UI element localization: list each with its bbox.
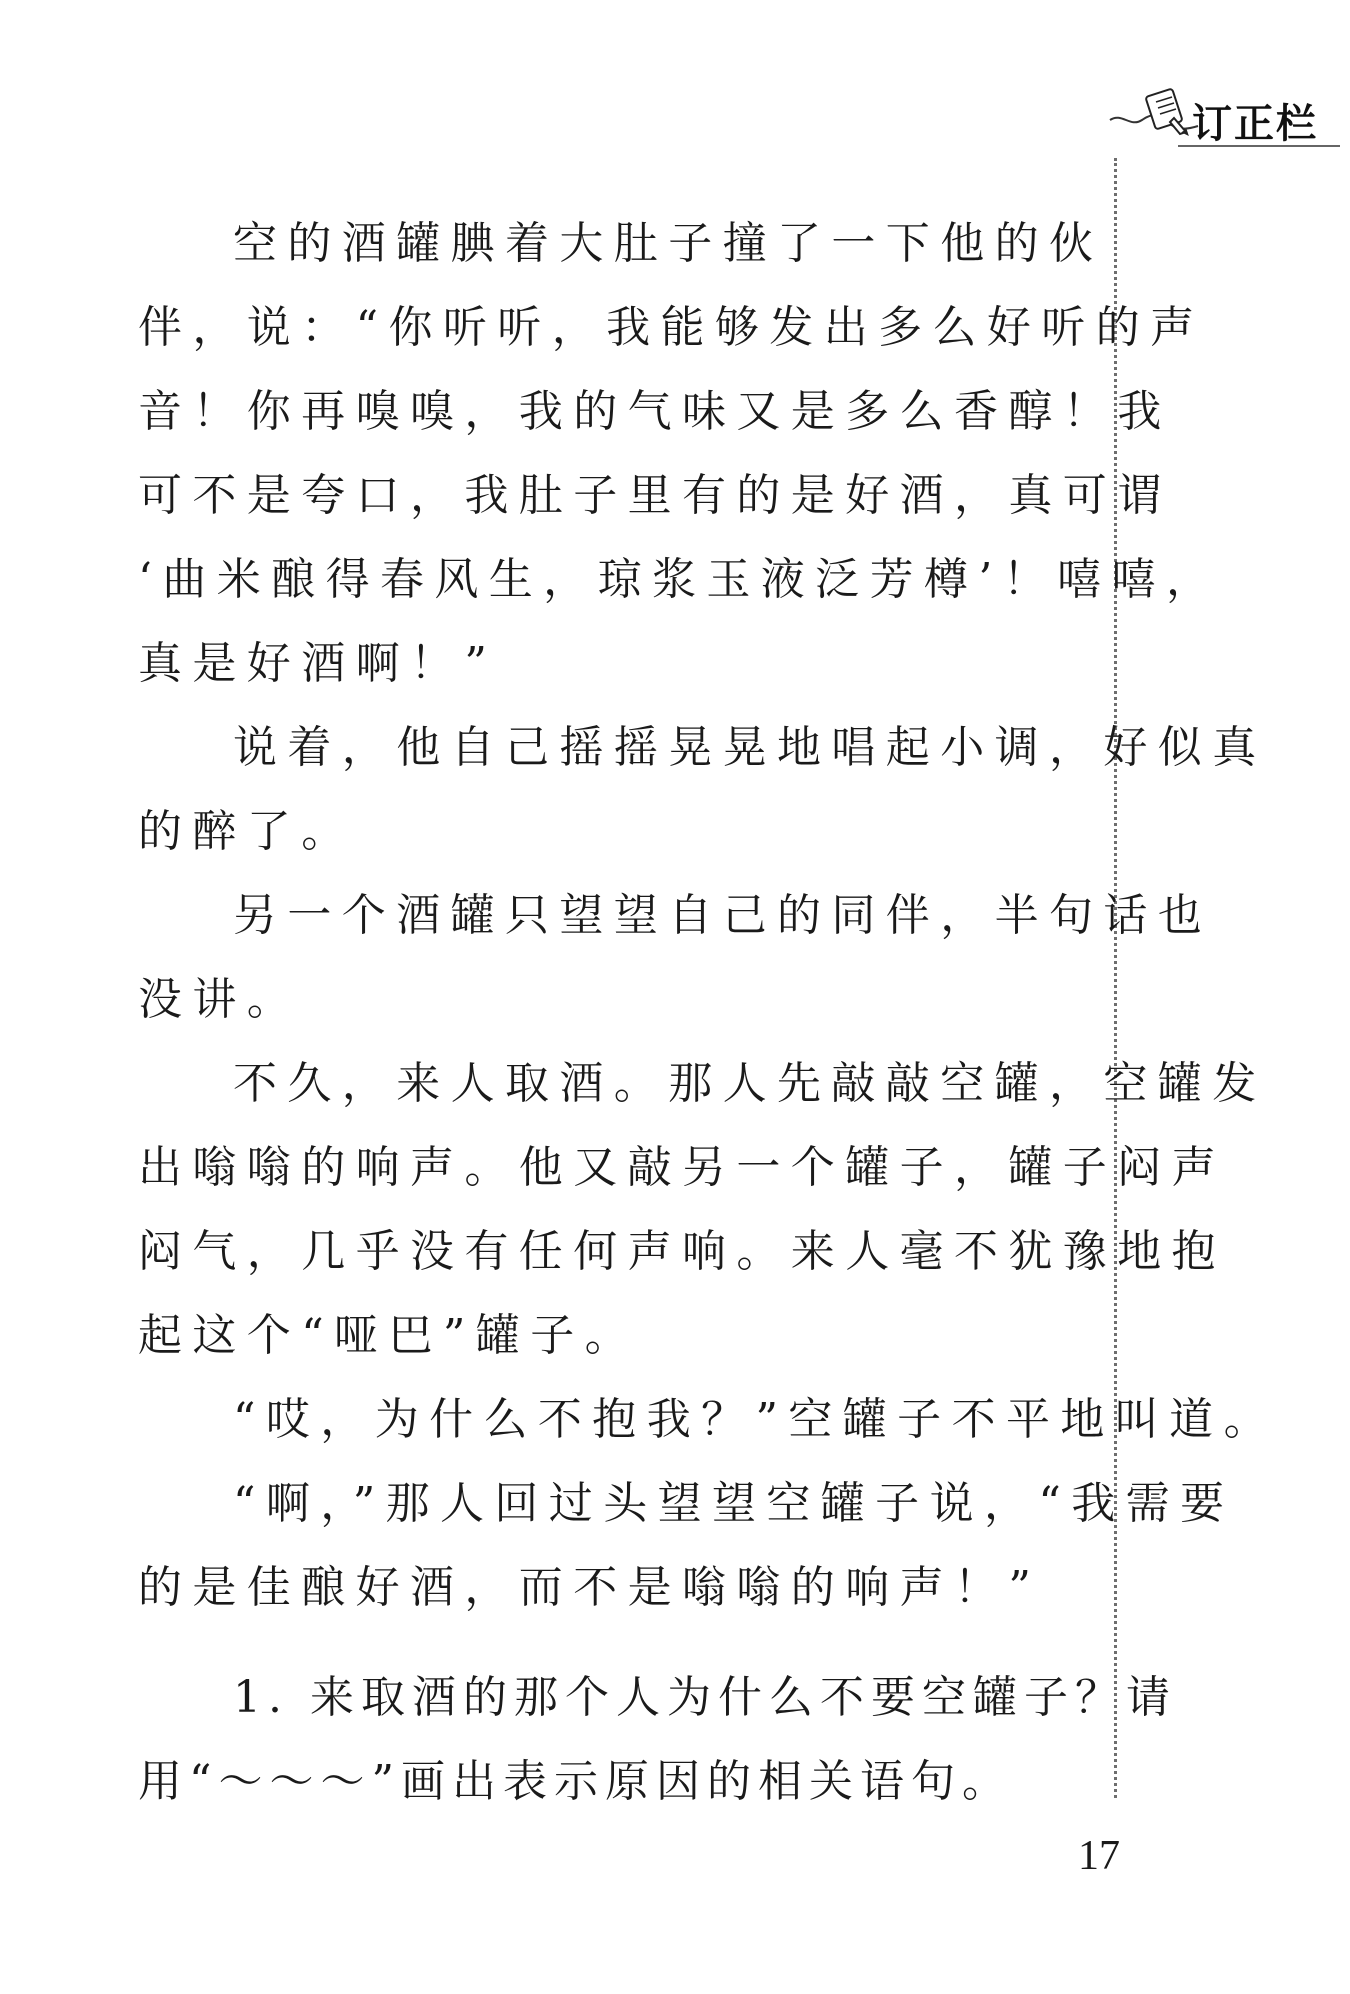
passage-line: “哎，为什么不抱我？”空罐子不平地叫道。	[233, 1394, 1278, 1445]
passage	[138, 202, 1278, 1824]
passage-line: ‘曲米酿得春风生，琼浆玉液泛芳樽’！嘻嘻，	[138, 554, 1221, 605]
spacer	[138, 1630, 1098, 1656]
passage-line: 的是佳酿好酒，而不是嗡嗡的响声！”	[138, 1562, 1042, 1613]
passage-line: 空的酒罐腆着大肚子撞了一下他的伙	[233, 218, 1104, 269]
passage-line: 的醉了。	[138, 806, 356, 857]
passage-line: 伴，说：“你听听，我能够发出多么好听的声	[138, 302, 1205, 353]
pencil-icon	[1144, 88, 1190, 136]
question-line: 1. 来取酒的那个人为什么不要空罐子？请	[233, 1672, 1177, 1723]
passage-line: 可不是夸口，我肚子里有的是好酒，真可谓	[138, 470, 1172, 521]
correction-column-title: 订正栏	[1192, 101, 1318, 147]
passage-line: 真是好酒啊！”	[138, 638, 498, 689]
passage-line: 不久，来人取酒。那人先敲敲空罐，空罐发	[233, 1058, 1267, 1109]
correction-column-header	[1108, 86, 1344, 150]
passage-line: 说着，他自己摇摇晃晃地唱起小调，好似真	[233, 722, 1267, 773]
passage-line: 闷气，几乎没有任何声响。来人毫不犹豫地抱	[138, 1226, 1226, 1277]
passage-line: 出嗡嗡的响声。他又敲另一个罐子，罐子闷声	[138, 1142, 1226, 1193]
question-line: 用“～～～”画出表示原因的相关语句。	[138, 1756, 1013, 1807]
passage-line: 起这个“哑巴”罐子。	[138, 1310, 639, 1361]
page-number: 17	[1078, 1833, 1120, 1879]
passage-line: 音！你再嗅嗅，我的气味又是多么香醇！我	[138, 386, 1172, 437]
passage-line: 另一个酒罐只望望自己的同伴，半句话也	[233, 890, 1213, 941]
passage-line: 没讲。	[138, 974, 302, 1025]
passage-line: “啊，”那人回过头望望空罐子说，“我需要	[233, 1478, 1235, 1529]
